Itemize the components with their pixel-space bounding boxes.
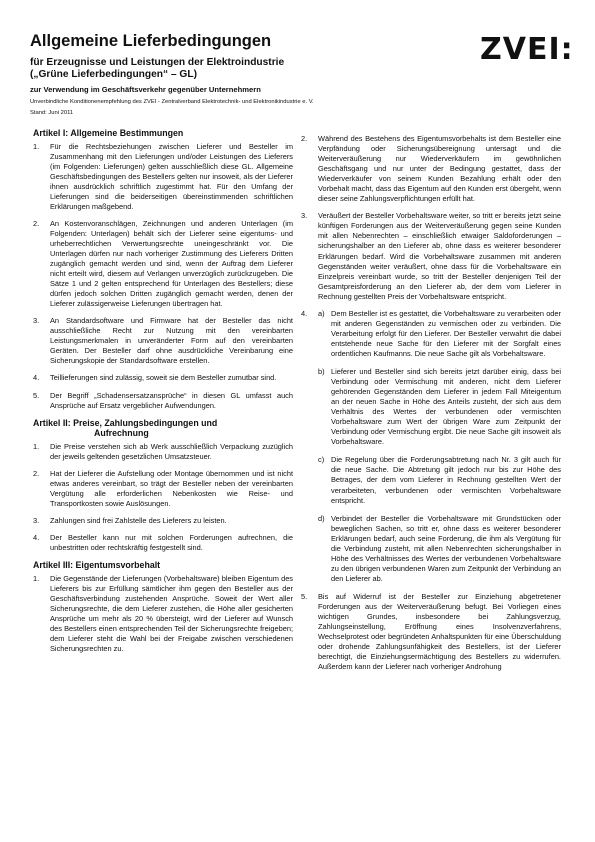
list-item <box>301 211 561 301</box>
item-number: 4. <box>33 532 40 542</box>
item-number: 1. <box>33 573 40 583</box>
list-item-4 <box>301 309 561 592</box>
item-number: 4. <box>301 308 308 318</box>
left-column <box>33 128 293 661</box>
sub-item <box>318 514 561 584</box>
item-text: Veräußert der Besteller Vorbehaltsware weiter, so tritt er bereits jetzt seine künftigen Forderungen aus der Weiterveräußerung gegen seine Kunden mit allen Nebenrechten – einschließlich etwaiger Saldoforderungen – sicherungshalber an den Lieferer ab, ohne dass es weiterer besonderer Erklärungen bedarf. Wird die Vorbehaltsware zusammen mit anderen Gegenständen weiter veräußert, ohne dass für die Vorbehaltsware ein Einzelpreis vereinbart wurde, so tritt der Besteller denjenigen Teil der Gesamtpreisforderung an den Lieferer ab, der dem vom Lieferer in Rechnung gestellten Preis der Vorbehaltsware entspricht. <box>318 211 561 301</box>
list-item <box>33 219 293 309</box>
item-text: Der Besteller kann nur mit solchen Forderungen aufrechnen, die unbestritten oder rechtskräftig festgestellt sind. <box>50 532 293 552</box>
list-item <box>33 533 293 553</box>
sub-item <box>318 309 561 359</box>
item-4-sublist <box>318 309 561 592</box>
list-item <box>33 516 293 526</box>
list-item <box>33 373 293 383</box>
article-2-heading <box>33 418 293 439</box>
article-3-heading: Artikel III: Eigentumsvorbehalt <box>33 560 161 571</box>
list-item <box>33 469 293 509</box>
item-number: 1. <box>33 441 40 451</box>
item-text: Zahlungen sind frei Zahlstelle des Lieferers zu leisten. <box>50 515 227 525</box>
item-text: An Standardsoftware und Firmware hat der Besteller das nicht ausschließliche Recht zur Nutzung mit den vereinbarten Leistungsmerkmalen in unveränderter Form auf den vereinbarten Geräten. Der Besteller darf ohne ausdrückliche Vereinbarung eine Sicherungskopie der Standardsoftware erstellen. <box>50 316 293 366</box>
item-number: 3. <box>33 515 40 525</box>
sub-item-text: Die Regelung über die Forderungsabtretung nach Nr. 3 gilt auch für die neue Sache. Die Abtretung gilt jedoch nur bis zur Höhe des Betrages, der dem vom Lieferer in Rechnung gestellten Wert der verarbeiteten, verbundenen oder vermischten Vorbehaltsware entspricht. <box>331 455 561 505</box>
article-1-heading: Artikel I: Allgemeine Bestimmungen <box>33 128 184 138</box>
list-item <box>33 574 293 654</box>
stand-date: Stand: Juni 2011 <box>30 110 74 116</box>
list-item <box>33 391 293 411</box>
article-3-list <box>33 574 293 654</box>
subtitle-line-1: für Erzeugnisse und Leistungen der Elektroindustrie <box>30 57 285 68</box>
article-2-list <box>33 442 293 553</box>
header <box>30 32 430 117</box>
sub-item-label: d) <box>318 513 325 523</box>
item-text: An Kostenvoranschlägen, Zeichnungen und anderen Unterlagen (im Folgenden: Unterlagen) behält sich der Lieferer seine eigentums- und urheberrechtlichen Verwertungsrechte uneingeschränkt vor. Die Unterlagen dürfen nur nach vorheriger Zustimmung des Lieferers Dritten zugänglich gemacht werden und sind, wenn der Auftrag dem Lieferer nicht erteilt wird, diesem auf Verlangen unverzüglich zurückzugeben. Die Sätze 1 und 2 gelten entsprechend für Unterlagen des Bestellers; diese dürfen jedoch solchen Dritten zugänglich gemacht werden, denen der Lieferer zulässigerweise Lieferungen übertragen hat. <box>50 218 293 309</box>
item-text: Bis auf Widerruf ist der Besteller zur Einziehung abgetretener Forderungen aus der Weiterveräußerung befugt. Bei Vorliegen eines wichtigen Grundes, insbesondere bei Zahlungsverzug, Zahlungseinstellung, Eröffnung eines Insolvenzverfahrens, Wechselprotest oder begründeten Anhaltspunkten für eine Überschuldung oder drohende Zahlungsunfähigkeit des Bestellers, ist der Lieferer berechtigt, die Einziehungsermächtigung des Bestellers zu widerrufen. Außerdem kann der Lieferer nach vorheriger Androhung <box>318 591 561 672</box>
article-1-list <box>33 142 293 411</box>
item-number: 5. <box>33 390 40 400</box>
list-item <box>33 142 293 212</box>
item-text: Für die Rechtsbeziehungen zwischen Lieferer und Besteller im Zusammenhang mit den Lieferungen und/oder Leistungen des Lieferers (im Folgenden: Lieferungen) gelten ausschließlich diese GL. Allgemeine Geschäftsbedingungen des Bestellers gelten nur insoweit, als der Lieferer ihnen ausdrücklich schriftlich zugestimmt hat. Für den Umfang der Lieferungen sind die beiderseitigen übereinstimmenden schriftlichen Erklärungen maßgebend. <box>50 141 293 211</box>
article-2-heading-line-2: Aufrechnung <box>94 428 149 439</box>
page-title: Allgemeine Lieferbedingungen <box>30 32 272 50</box>
item-text: Die Preise verstehen sich ab Werk ausschließlich Verpackung zuzüglich der jeweils geltenden gesetzlichen Umsatzsteuer. <box>50 441 293 461</box>
subtitle-line-2: („Grüne Lieferbedingungen“ – GL) <box>30 69 197 80</box>
item-number: 2. <box>33 468 40 478</box>
sub-item-label: a) <box>318 308 325 318</box>
item-number: 5. <box>301 591 308 601</box>
item-number: 1. <box>33 141 40 151</box>
zvei-logo: ZVEI: <box>480 32 574 67</box>
right-column <box>301 134 561 679</box>
item-number: 3. <box>33 316 40 326</box>
item-number: 2. <box>33 218 40 228</box>
item-number: 3. <box>301 211 308 221</box>
sub-item <box>318 367 561 447</box>
item-number: 4. <box>33 373 40 383</box>
sub-item-text: Lieferer und Besteller sind sich bereits jetzt darüber einig, dass bei Verbindung oder Vermischung mit anderen, nicht dem Lieferer gehörenden Gegenständen dem Lieferer in jedem Fall Miteigentum an der neuen Sache in Höhe des Anteils zusteht, der sich aus dem Verhältnis des Wertes der verbundenen oder vermischten Vorbehaltsware zum Wert der übrigen Ware zum Zeitpunkt der Verbindung oder Vermischung ergibt. Die neue Sache gilt insoweit als Vorbehaltsware. <box>331 366 561 447</box>
item-text: Während des Bestehens des Eigentumsvorbehalts ist dem Besteller eine Verpfändung oder Sicherungsübereignung untersagt und die Weiterveräußerung nur Wiederverkäufern im gewöhnlichen Geschäftsgang und nur unter der Bedingung gestattet, dass der Wiederverkäufer von seinem Kunden Bezahlung erhält oder den Vorbehalt macht, dass das Eigentum auf den Kunden erst übergeht, wenn dieser seine Zahlungsverpflichtungen erfüllt hat. <box>318 134 561 204</box>
sub-item-text: Dem Besteller ist es gestattet, die Vorbehaltsware zu verarbeiten oder mit anderen Gegenständen zu vermischen oder zu verbinden. Die Verarbeitung erfolgt für den Lieferer. Der Besteller verwahrt die dabei entstehende neue Sache für den Lieferer mit der Sorgfalt eines ordentlichen Kaufmanns. Die neue Sache gilt als Vorbehaltsware. <box>331 308 561 358</box>
subtitle-line-3: zur Verwendung im Geschäftsverkehr gegenüber Unternehmern <box>30 85 261 94</box>
sub-item-label: c) <box>318 455 325 465</box>
recommendation-note: Unverbindliche Konditionenempfehlung des ZVEI - Zentralverband Elektrotechnik- und Elektronikindustrie e. V. <box>30 99 314 105</box>
sub-item <box>318 455 561 505</box>
list-item-5 <box>301 592 561 672</box>
list-item <box>301 134 561 204</box>
item-text: Teillieferungen sind zulässig, soweit sie dem Besteller zumutbar sind. <box>50 373 277 383</box>
sub-item-label: b) <box>318 366 325 376</box>
article-3-continued-list <box>301 134 561 302</box>
item-text: Hat der Lieferer die Aufstellung oder Montage übernommen und ist nicht etwas anderes vereinbart, so trägt der Besteller neben der vereinbarten Vergütung alle erforderlichen Nebenkosten wie Reise- und Transportkosten sowie Auslösungen. <box>50 468 293 508</box>
sub-item-text: Verbindet der Besteller die Vorbehaltsware mit Grundstücken oder beweglichen Sachen, so tritt er, ohne dass es weiterer besonderer Erklärungen bedarf, auch seine Forderung, die ihm als Vergütung für die Verbindung zusteht, mit allen Nebenrechten sicherungshalber in Höhe des Verhältnisses des Wertes der verbundenen Vorbehaltsware zu den übrigen verbundenen Waren zum Zeitpunkt der Verbindung an den Lieferer ab. <box>331 513 561 583</box>
item-text: Die Gegenstände der Lieferungen (Vorbehaltsware) bleiben Eigentum des Lieferers bis zur Erfüllung sämtlicher ihm gegen den Besteller aus der Geschäftsverbindung zustehenden Ansprüche. Soweit der Wert aller Sicherungsrechte, die dem Lieferer zustehen, die Höhe aller gesicherten Ansprüche um mehr als 20 % übersteigt, wird der Lieferer auf Wunsch des Bestellers einen entsprechenden Teil der Sicherungsrechte freigeben; dem Lieferer steht die Wahl bei der Freigabe zwischen verschiedenen Sicherungsrechten zu. <box>50 573 293 653</box>
item-number: 2. <box>301 134 308 143</box>
article-2-heading-line-1: Artikel II: Preise, Zahlungsbedingungen und <box>33 417 218 428</box>
list-item <box>33 316 293 366</box>
item-text: Der Begriff „Schadensersatzansprüche“ in diesen GL umfasst auch Ansprüche auf Ersatz vergeblicher Aufwendungen. <box>50 390 293 410</box>
list-item <box>33 442 293 462</box>
